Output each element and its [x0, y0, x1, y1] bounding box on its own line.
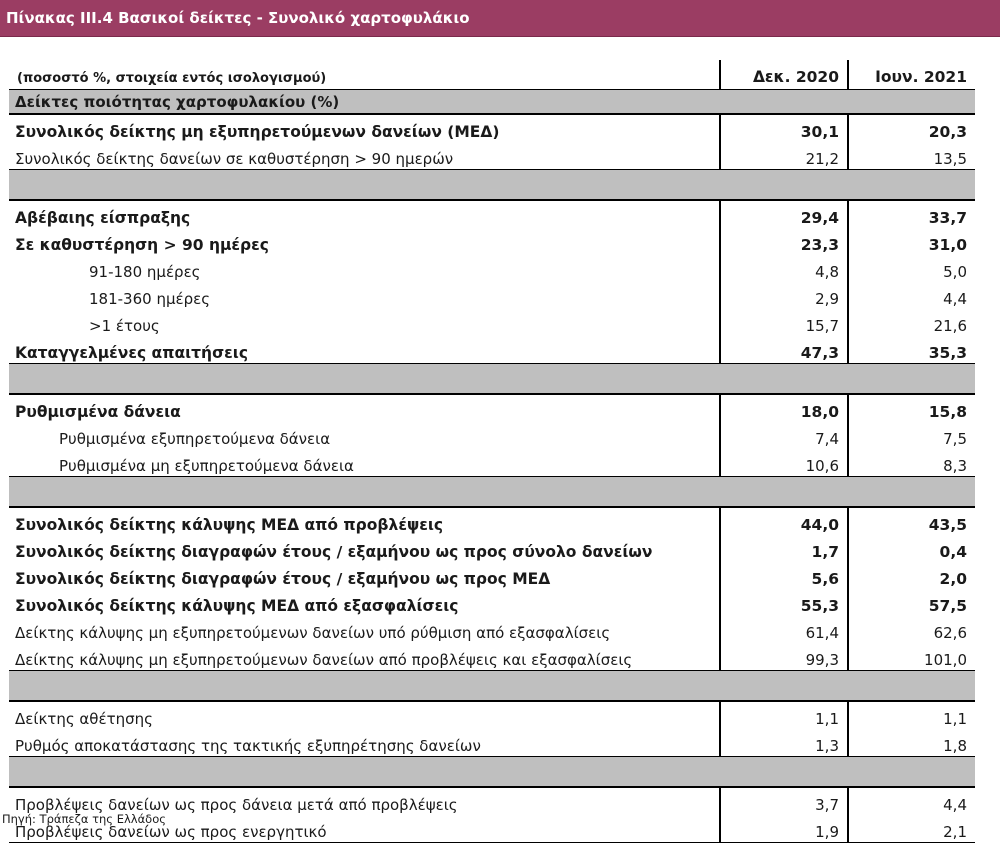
table-row	[9, 142, 975, 170]
value-dec2020: 1,3	[720, 729, 848, 757]
separator-band	[9, 170, 975, 201]
value-jun2021: 62,6	[848, 616, 975, 643]
value-dec2020: 7,4	[720, 422, 848, 449]
row-label: Προβλέψεις δανείων ως προς ενεργητικό	[9, 815, 720, 843]
value-dec2020: 5,6	[720, 562, 848, 589]
table-row	[9, 589, 975, 616]
value-jun2021: 7,5	[848, 422, 975, 449]
separator-band	[9, 757, 975, 788]
row-label: Συνολικός δείκτης διαγραφών έτους / εξαμήνου ως προς σύνολο δανείων	[15, 543, 653, 561]
value-dec2020: 99,3	[720, 643, 848, 671]
row-label: Συνολικός δείκτης δανείων σε καθυστέρηση > 90 ημερών	[9, 142, 720, 170]
column-header-jun2021: Ιουν. 2021	[848, 60, 975, 90]
row-label: Συνολικός δείκτης κάλυψης ΜΕΔ από εξασφαλίσεις	[15, 597, 459, 615]
value-dec2020: 44,0	[720, 507, 848, 535]
value-jun2021: 20,3	[848, 114, 975, 142]
row-label: Προβλέψεις δανείων ως προς δάνεια μετά από προβλέψεις	[9, 787, 720, 815]
value-jun2021: 4,4	[848, 282, 975, 309]
value-jun2021: 1,1	[848, 701, 975, 729]
value-dec2020: 3,7	[720, 787, 848, 815]
value-dec2020: 30,1	[720, 114, 848, 142]
indicators-table	[9, 60, 975, 843]
separator-band	[9, 364, 975, 395]
value-jun2021: 4,4	[848, 787, 975, 815]
value-dec2020: 21,2	[720, 142, 848, 170]
row-label: Καταγγελμένες απαιτήσεις	[9, 336, 720, 364]
section-header-row	[9, 90, 975, 115]
table-row	[9, 729, 975, 757]
value-dec2020: 1,1	[720, 701, 848, 729]
value-dec2020: 18,0	[720, 394, 848, 422]
value-jun2021: 57,5	[848, 589, 975, 616]
value-dec2020: 2,9	[720, 282, 848, 309]
table-title-bar	[0, 0, 1000, 37]
value-dec2020: 55,3	[720, 589, 848, 616]
table-title: Πίνακας ΙΙΙ.4 Βασικοί δείκτες - Συνολικό χαρτοφυλάκιο	[6, 9, 470, 27]
table-row	[9, 228, 975, 255]
value-dec2020: 1,9	[720, 815, 848, 843]
table-row	[9, 200, 975, 228]
table-row	[9, 562, 975, 589]
value-jun2021: 101,0	[848, 643, 975, 671]
table-row	[9, 787, 975, 815]
row-label: Συνολικός δείκτης διαγραφών έτους / εξαμήνου ως προς ΜΕΔ	[15, 570, 551, 588]
value-dec2020: 1,7	[720, 535, 848, 562]
row-label: Σε καθυστέρηση > 90 ημέρες	[15, 236, 269, 254]
row-label: Συνολικός δείκτης μη εξυπηρετούμενων δανείων (ΜΕΔ)	[9, 114, 720, 142]
row-label: Συνολικός δείκτης κάλυψης ΜΕΔ από προβλέψεις	[9, 507, 720, 535]
table-row	[9, 507, 975, 535]
table-row	[9, 336, 975, 364]
value-dec2020: 23,3	[720, 228, 848, 255]
separator-band	[9, 671, 975, 702]
value-jun2021: 35,3	[848, 336, 975, 364]
value-jun2021: 21,6	[848, 309, 975, 336]
table-row	[9, 282, 975, 309]
value-dec2020: 61,4	[720, 616, 848, 643]
table-row	[9, 309, 975, 336]
value-dec2020: 29,4	[720, 200, 848, 228]
row-label: Δείκτης κάλυψης μη εξυπηρετούμενων δανείων από προβλέψεις και εξασφαλίσεις	[9, 643, 720, 671]
separator-band	[9, 477, 975, 508]
table-row	[9, 535, 975, 562]
table-row	[9, 255, 975, 282]
section-title: Δείκτες ποιότητας χαρτοφυλακίου (%)	[9, 90, 975, 115]
row-label: Δείκτης κάλυψης μη εξυπηρετούμενων δανείων υπό ρύθμιση από εξασφαλίσεις	[15, 624, 611, 642]
table-header-row	[9, 60, 975, 90]
row-label: 181-360 ημέρες	[89, 290, 211, 308]
table-row	[9, 422, 975, 449]
row-label: 91-180 ημέρες	[89, 263, 201, 281]
table-row	[9, 701, 975, 729]
value-jun2021: 8,3	[848, 449, 975, 477]
unit-note: (ποσοστό %, στοιχεία εντός ισολογισμού)	[9, 60, 720, 90]
value-jun2021: 31,0	[848, 228, 975, 255]
value-jun2021: 15,8	[848, 394, 975, 422]
value-jun2021: 33,7	[848, 200, 975, 228]
value-jun2021: 2,1	[848, 815, 975, 843]
row-label: Ρυθμισμένα μη εξυπηρετούμενα δάνεια	[9, 449, 720, 477]
table-row	[9, 643, 975, 671]
value-jun2021: 5,0	[848, 255, 975, 282]
column-header-dec2020: Δεκ. 2020	[720, 60, 848, 90]
value-jun2021: 43,5	[848, 507, 975, 535]
row-label: Ρυθμισμένα εξυπηρετούμενα δάνεια	[59, 430, 331, 448]
table-row	[9, 114, 975, 142]
value-jun2021: 13,5	[848, 142, 975, 170]
value-dec2020: 15,7	[720, 309, 848, 336]
value-dec2020: 4,8	[720, 255, 848, 282]
value-jun2021: 1,8	[848, 729, 975, 757]
table-row	[9, 394, 975, 422]
row-label: Αβέβαιης είσπραξης	[9, 200, 720, 228]
row-label: Ρυθμισμένα δάνεια	[9, 394, 720, 422]
source-note: Πηγή: Τράπεζα της Ελλάδος	[2, 812, 166, 826]
value-dec2020: 10,6	[720, 449, 848, 477]
value-jun2021: 0,4	[848, 535, 975, 562]
table-row	[9, 616, 975, 643]
row-label: Ρυθμός αποκατάστασης της τακτικής εξυπηρέτησης δανείων	[9, 729, 720, 757]
row-label: >1 έτους	[89, 317, 160, 335]
value-jun2021: 2,0	[848, 562, 975, 589]
table-row	[9, 449, 975, 477]
row-label: Δείκτης αθέτησης	[9, 701, 720, 729]
value-dec2020: 47,3	[720, 336, 848, 364]
